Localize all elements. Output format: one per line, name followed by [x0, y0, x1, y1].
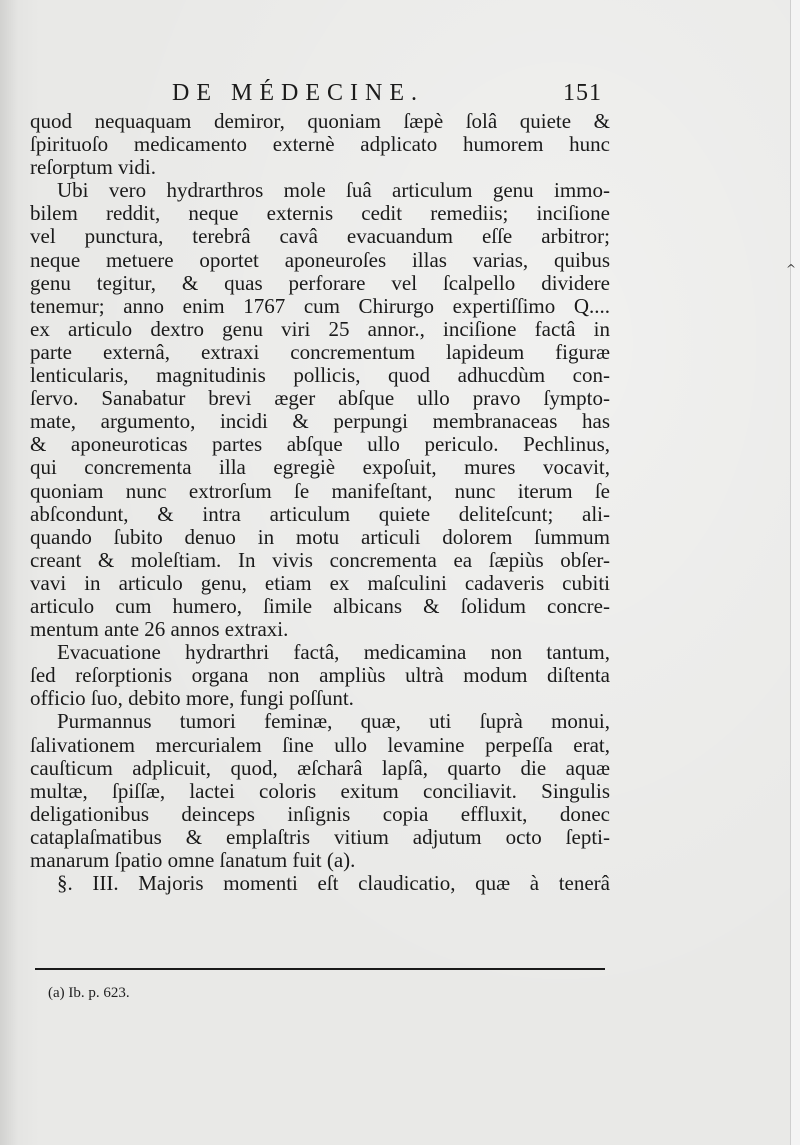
text-line: reſorptum vidi. — [30, 155, 156, 180]
text-line: & aponeuroticas partes abſque ullo periculo. Pechlinus, — [30, 432, 610, 457]
text-line: genu tegitur, & quas perforare vel ſcalpello dividere — [30, 270, 610, 295]
text-line: mate, argumento, incidi & perpungi membranaceas has — [30, 409, 610, 434]
text-line: creant & moleſtiam. In vivis concrementa ea ſæpiùs obſer- — [30, 547, 610, 572]
text-line: officio ſuo, debito more, fungi poſſunt. — [30, 686, 354, 711]
text-line: Ubi vero hydrarthros mole ſuâ articulum genu immo- — [57, 178, 610, 203]
text-line: multæ, ſpiſſæ, lactei coloris exitum conciliavit. Singulis — [30, 778, 610, 803]
text-line: ſed reſorptionis organa non ampliùs ultrà modum diſtenta — [30, 663, 610, 688]
text-line: cataplaſmatibus & emplaſtris vitium adjutum octo ſepti- — [30, 824, 610, 849]
text-line: lenticularis, magnitudinis pollicis, quod adhucdùm con- — [30, 363, 610, 388]
footnote: (a) Ib. p. 623. — [48, 985, 130, 1001]
text-line: tenemur; anno enim 1767 cum Chirurgo expertiſſimo Q.... — [30, 293, 610, 318]
text-line: quod nequaquam demiror, quoniam ſæpè ſolâ quiete & — [30, 109, 610, 133]
text-line: vavi in articulo genu, etiam ex maſculini cadaveris cubiti — [30, 570, 610, 595]
text-line: ex articulo dextro genu viri 25 annor., inciſione factâ in — [30, 316, 610, 341]
text-line: §. III. Majoris momenti eſt claudicatio, quæ à tenerâ — [57, 871, 610, 896]
text-line: bilem reddit, neque externis cedit remediis; inciſione — [30, 201, 610, 226]
text-line: vel punctura, terebrâ cavâ evacuandum eſſe arbitror; — [30, 224, 610, 249]
text-line: abſcondunt, & intra articulum quiete deliteſcunt; ali- — [30, 501, 610, 526]
footnote-rule — [35, 968, 605, 970]
text-line: ſalivationem mercurialem ſine ullo levamine perpeſſa erat, — [30, 732, 610, 757]
text-line: Purmannus tumori feminæ, quæ, uti ſuprà monui, — [57, 709, 610, 734]
text-line: qui concrementa illa egregiè expoſuit, mures vocavit, — [30, 455, 610, 480]
body-text — [30, 110, 610, 895]
text-line: Evacuatione hydrarthri factâ, medicamina non tantum, — [57, 640, 610, 665]
text-line: quando ſubito denuo in motu articuli dolorem ſummum — [30, 524, 610, 549]
text-line: parte externâ, extraxi concrementum lapideum figuræ — [30, 339, 610, 364]
text-line: articulo cum humero, ſimile albicans & ſolidum concre- — [30, 593, 610, 618]
text-line: manarum ſpatio omne ſanatum fuit (a). — [30, 848, 356, 872]
running-title: DE MÉDECINE. — [172, 80, 424, 106]
text-line: neque metuere oportet aponeuroſes illas varias, quibus — [30, 247, 610, 272]
text-line: ſervo. Sanabatur brevi æger abſque ullo pravo ſympto- — [30, 386, 610, 411]
page-edge — [790, 0, 800, 1145]
text-line: deligationibus deinceps inſignis copia effluxit, donec — [30, 801, 610, 826]
running-header — [172, 80, 602, 108]
text-line: cauſticum adplicuit, quod, æſcharâ lapſâ, quarto die aquæ — [30, 755, 610, 780]
text-line: mentum ante 26 annos extraxi. — [30, 617, 289, 642]
margin-mark: ^ — [786, 262, 797, 276]
page-number: 151 — [563, 80, 602, 106]
text-line: ſpirituoſo medicamento externè adplicato humorem hunc — [30, 132, 610, 157]
text-line: quoniam nunc extrorſum ſe manifeſtant, nunc iterum ſe — [30, 478, 610, 503]
